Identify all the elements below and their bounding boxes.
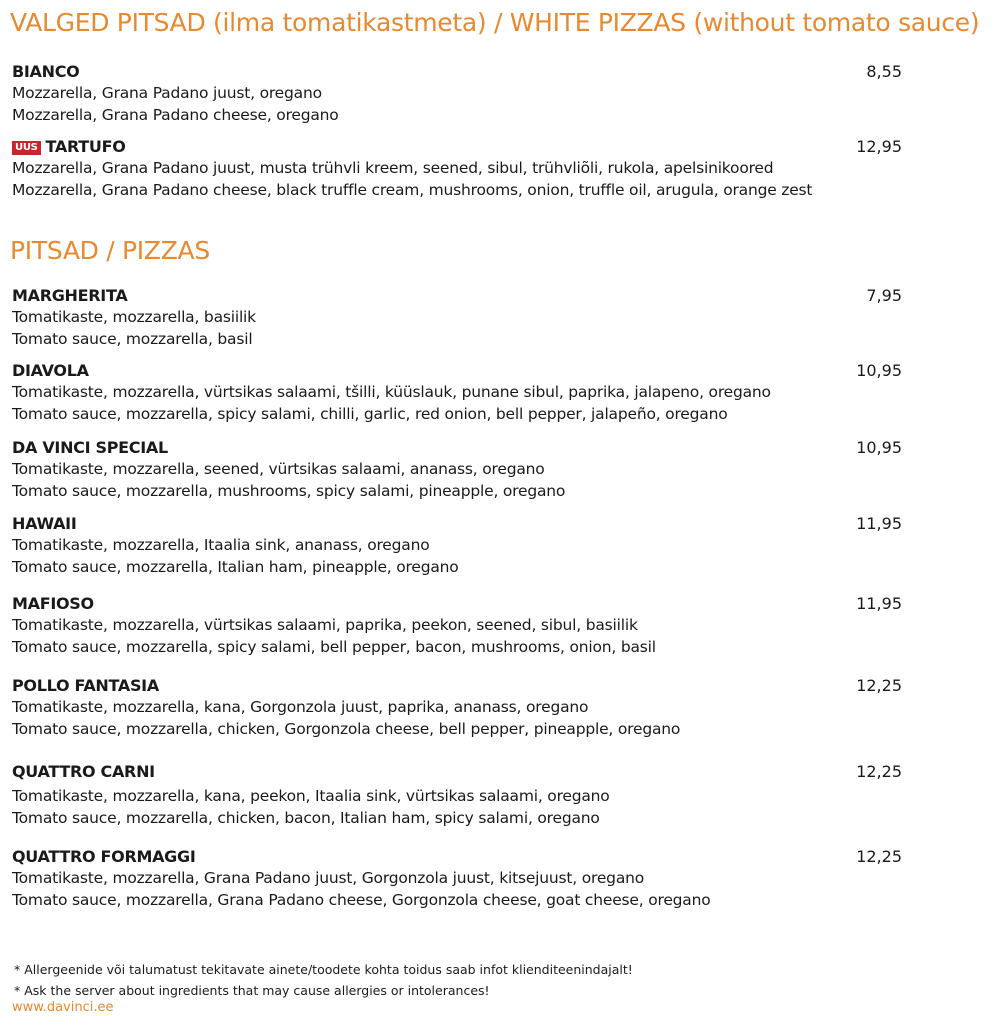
item-description-et: Tomatikaste, mozzarella, basiilik: [12, 308, 256, 326]
item-price: 11,95: [856, 594, 902, 613]
item-description-et: Mozzarella, Grana Padano juust, oregano: [12, 84, 322, 102]
section-title-white-pizzas: VALGED PITSAD (ilma tomatikastmeta) / WHITE PIZZAS (without tomato sauce): [10, 8, 980, 37]
item-description-en: Tomato sauce, mozzarella, spicy salami, chilli, garlic, red onion, bell pepper, jalapeño, oregano: [12, 405, 728, 423]
item-price: 12,25: [856, 847, 902, 866]
menu-item-tartufo: [12, 137, 902, 201]
item-price: 8,55: [866, 62, 902, 81]
allergy-note-et: * Allergeenide või talumatust tekitavate ainete/toodete kohta toidus saab infot klienditeenindajalt!: [14, 962, 633, 977]
item-description-et: Mozzarella, Grana Padano juust, musta trühvli kreem, seened, sibul, trühvliõli, rukola, apelsinikoored: [12, 159, 774, 177]
menu-item-margherita: [12, 286, 902, 350]
item-name: TARTUFO: [45, 137, 126, 156]
item-name: HAWAII: [12, 514, 77, 533]
item-name: MAFIOSO: [12, 594, 94, 613]
allergy-note-en: * Ask the server about ingredients that may cause allergies or intolerances!: [14, 983, 490, 998]
item-price: 10,95: [856, 438, 902, 457]
new-badge: UUS: [12, 141, 41, 155]
menu-item-quattro-formaggi: [12, 847, 902, 911]
item-description-en: Tomato sauce, mozzarella, mushrooms, spicy salami, pineapple, oregano: [12, 482, 566, 500]
menu-item-mafioso: [12, 594, 902, 658]
item-price: 12,95: [856, 137, 902, 156]
item-description-en: Tomato sauce, mozzarella, spicy salami, bell pepper, bacon, mushrooms, onion, basil: [12, 638, 656, 656]
item-name: POLLO FANTASIA: [12, 676, 159, 695]
item-description-et: Tomatikaste, mozzarella, kana, peekon, Itaalia sink, vürtsikas salaami, oregano: [12, 787, 610, 805]
item-description-en: Tomato sauce, mozzarella, chicken, bacon, Italian ham, spicy salami, oregano: [12, 809, 600, 827]
item-description-en: Mozzarella, Grana Padano cheese, oregano: [12, 106, 339, 124]
item-name-row: [12, 137, 902, 157]
menu-item-quattro-carni: [12, 762, 902, 829]
item-description-et: Tomatikaste, mozzarella, Grana Padano juust, Gorgonzola juust, kitsejuust, oregano: [12, 869, 645, 887]
item-price: 12,25: [856, 762, 902, 781]
website-link[interactable]: www.davinci.ee: [12, 1000, 114, 1015]
item-name: QUATTRO CARNI: [12, 762, 155, 781]
item-price: 11,95: [856, 514, 902, 533]
menu-item-da-vinci-special: [12, 438, 902, 502]
item-description-et: Tomatikaste, mozzarella, vürtsikas salaami, paprika, peekon, seened, sibul, basiilik: [12, 616, 638, 634]
item-description-et: Tomatikaste, mozzarella, seened, vürtsikas salaami, ananass, oregano: [12, 460, 545, 478]
section-title-pizzas: PITSAD / PIZZAS: [10, 236, 210, 265]
menu-item-pollo-fantasia: [12, 676, 902, 740]
item-name: DA VINCI SPECIAL: [12, 438, 168, 457]
item-name: QUATTRO FORMAGGI: [12, 847, 196, 866]
item-description-en: Tomato sauce, mozzarella, Italian ham, pineapple, oregano: [12, 558, 459, 576]
item-description-en: Tomato sauce, mozzarella, Grana Padano cheese, Gorgonzola cheese, goat cheese, oregano: [12, 891, 711, 909]
menu-item-diavola: [12, 361, 902, 425]
item-description-en: Tomato sauce, mozzarella, chicken, Gorgonzola cheese, bell pepper, pineapple, oregano: [12, 720, 681, 738]
item-description-en: Mozzarella, Grana Padano cheese, black truffle cream, mushrooms, onion, truffle oil, arugula, orange zest: [12, 181, 813, 199]
menu-item-bianco: [12, 62, 902, 126]
item-price: 10,95: [856, 361, 902, 380]
item-description-et: Tomatikaste, mozzarella, Itaalia sink, ananass, oregano: [12, 536, 430, 554]
menu-item-hawaii: [12, 514, 902, 578]
item-price: 12,25: [856, 676, 902, 695]
item-description-et: Tomatikaste, mozzarella, vürtsikas salaami, tšilli, küüslauk, punane sibul, paprika, jalapeno, oregano: [12, 383, 771, 401]
item-name: BIANCO: [12, 62, 80, 81]
item-name: DIAVOLA: [12, 361, 89, 380]
item-name: MARGHERITA: [12, 286, 128, 305]
item-description-et: Tomatikaste, mozzarella, kana, Gorgonzola juust, paprika, ananass, oregano: [12, 698, 589, 716]
item-price: 7,95: [866, 286, 902, 305]
item-description-en: Tomato sauce, mozzarella, basil: [12, 330, 253, 348]
